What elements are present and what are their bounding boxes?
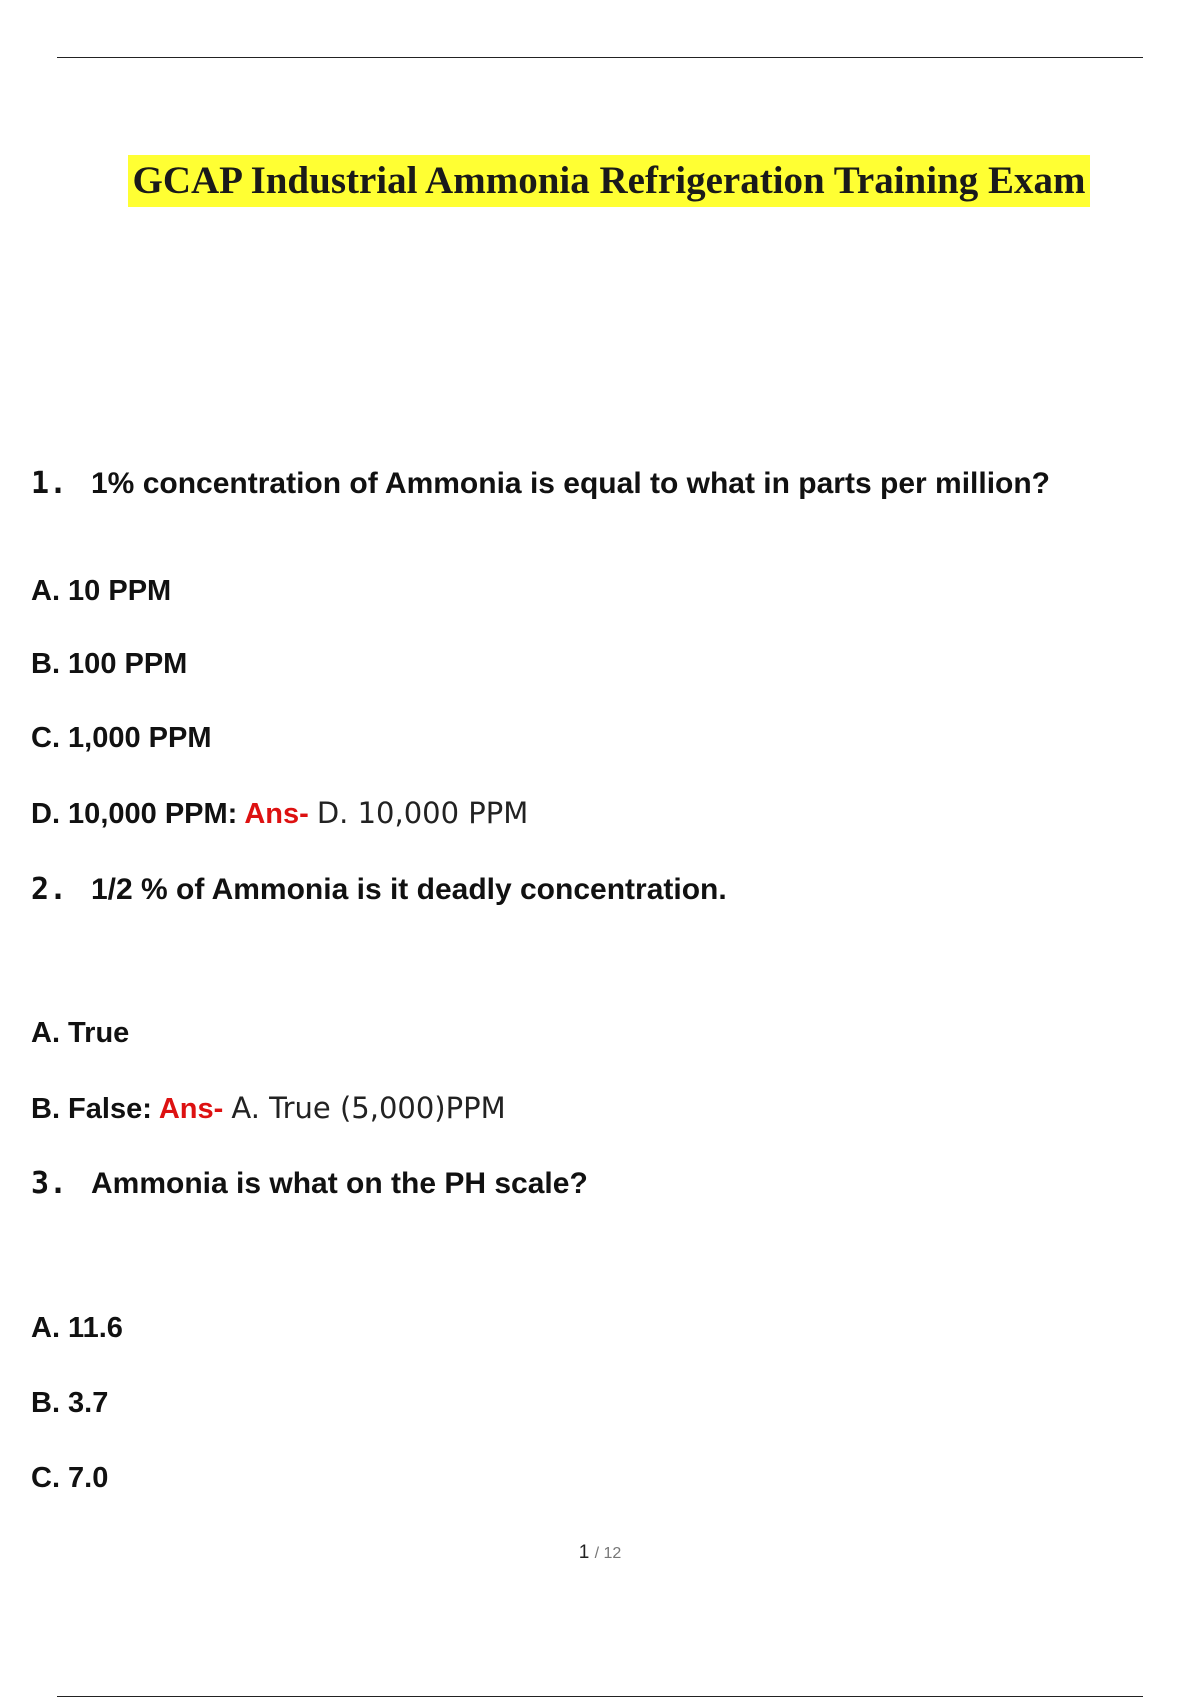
option-2a: A. True: [31, 1017, 130, 1049]
option-3b: B. 3.7: [31, 1387, 109, 1419]
option-3a: A. 11.6: [31, 1312, 123, 1344]
title-container: [0, 155, 1200, 207]
question-number: 3.: [31, 1166, 68, 1201]
question-text: Ammonia is what on the PH scale?: [91, 1167, 588, 1200]
option-1c: C. 1,000 PPM: [31, 722, 212, 754]
current-page: 1: [578, 1542, 590, 1563]
question-1: [31, 466, 1050, 502]
answer-text: D. 10,000 PPM: [316, 796, 529, 830]
option-3c: C. 7.0: [31, 1462, 109, 1494]
option-1a: A. 10 PPM: [31, 575, 172, 607]
option-1b: B. 100 PPM: [31, 648, 188, 680]
question-text: 1% concentration of Ammonia is equal to what in parts per million?: [91, 467, 1051, 500]
answer-text: A. True (5,000)PPM: [231, 1091, 506, 1125]
bottom-rule: [57, 1696, 1143, 1697]
page-indicator: [0, 1542, 1200, 1564]
option-2b: [31, 1090, 506, 1127]
document-title: GCAP Industrial Ammonia Refrigeration Training Exam: [128, 155, 1089, 207]
question-3: [31, 1166, 588, 1202]
question-2: [31, 872, 727, 908]
total-pages: / 12: [594, 1545, 622, 1562]
question-number: 1.: [31, 466, 68, 501]
question-number: 2.: [31, 872, 68, 907]
top-rule: [57, 57, 1143, 58]
question-text: 1/2 % of Ammonia is it deadly concentration.: [91, 873, 727, 906]
option-text: D. 10,000 PPM:: [31, 798, 238, 830]
option-text: B. False:: [31, 1093, 152, 1125]
answer-label: Ans-: [244, 798, 309, 830]
option-1d: [31, 795, 528, 832]
answer-label: Ans-: [158, 1093, 224, 1125]
